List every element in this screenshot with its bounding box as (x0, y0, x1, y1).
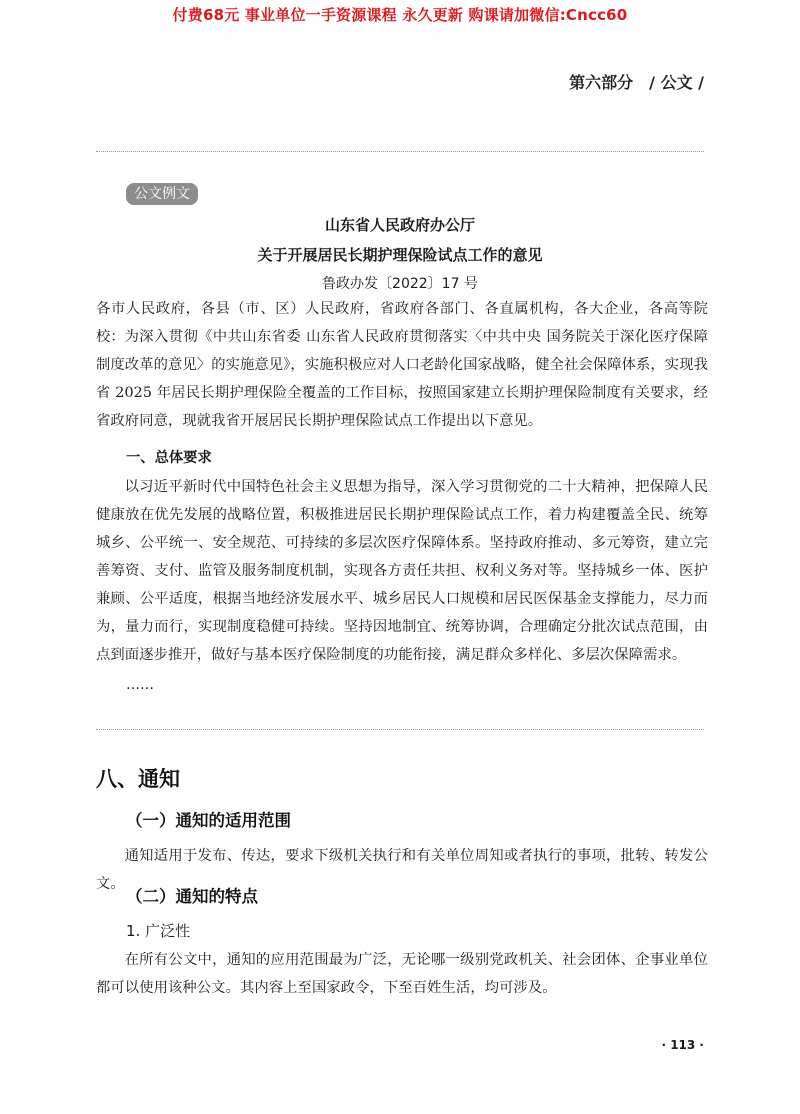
notice-heading: 八、通知 (96, 767, 180, 791)
section1-title: 一、总体要求 (126, 450, 212, 466)
doc-title-subject: 关于开展居民长期护理保险试点工作的意见 (257, 246, 543, 264)
doc-title-issuer: 山东省人民政府办公厅 (324, 216, 475, 234)
addressee: 各市人民政府，各县（市、区）人民政府，省政府各部门、各直属机构，各大企业，各高等院校： (96, 301, 708, 345)
running-header (569, 70, 704, 93)
section1-body: 以习近平新时代中国特色社会主义思想为指导，深入学习贯彻党的二十大精神，把保障人民健康放在优先发展的战略位置，积极推进居民长期护理保险试点工作，着力构建覆盖全民、统筹城乡、公平统一、安全规范、可持续的多层次医疗保障体系。坚持政府推动、多元筹资，建立完善筹资、支付、监管及服务制度机制，实现各方责任共担、权利义务对等。坚持城乡一体、医护兼顾、公平适度，根据当地经济发展水平、城乡居民人口规模和居民医保基金支撑能力，尽力而为，量力而行，实现制度稳健可持续。坚持因地制宜、统筹协调，合理确定分批次试点范围，由点到面逐步推开，做好与基本医疗保险制度的功能衔接，满足群众多样化、多层次保障需求。 (96, 479, 708, 663)
page-number: · 113 · (661, 1038, 704, 1052)
ellipsis: …… (126, 677, 154, 693)
divider-bottom (96, 729, 704, 730)
intro-paragraph: 为深入贯彻《中共山东省委 山东省人民政府贯彻落实〈中共中央 国务院关于深化医疗保障制度改革的意见〉的实施意见》，实施积极应对人口老龄化国家战略，健全社会保障体系，实现我省 2025 年居民长期护理保险全覆盖的工作目标，按照国家建立长期护理保险制度有关要求，经省政府同意，现就我省开展居民长期护理保险试点工作提出以下意见。 (96, 329, 708, 429)
header-part: 第六部分 (569, 73, 634, 92)
example-tag: 公文例文 (126, 183, 198, 205)
header-section: / 公文 / (649, 73, 704, 92)
notice-sub1-body: 通知适用于发布、传达，要求下级机关执行和有关单位周知或者执行的事项，批转、转发公文。 (96, 848, 708, 892)
doc-number: 鲁政办发〔2022〕17 号 (322, 276, 478, 292)
notice-sub2-title: （二）通知的特点 (126, 887, 258, 906)
watermark-banner: 付费68元 事业单位一手资源课程 永久更新 购课请加微信:Cncc60 (172, 6, 628, 24)
divider-top (96, 151, 704, 152)
point1-body: 在所有公文中，通知的应用范围最为广泛，无论哪一级别党政机关、社会团体、企事业单位都可以使用该种公文。其内容上至国家政令，下至百姓生活，均可涉及。 (96, 952, 708, 996)
notice-sub1-title: （一）通知的适用范围 (126, 811, 291, 830)
point1-title: 1. 广泛性 (126, 922, 191, 940)
